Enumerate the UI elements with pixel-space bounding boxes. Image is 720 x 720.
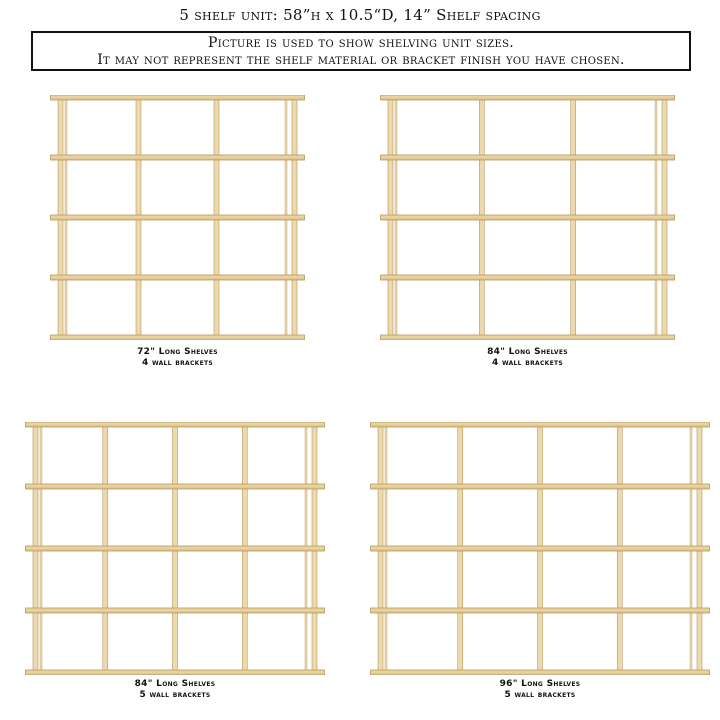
shelf-length-label: 84" Long Shelves	[487, 347, 568, 357]
unit-caption	[50, 347, 305, 369]
bracket-count-label: 4 wall brackets	[491, 358, 564, 368]
page-title: 5 shelf unit: 58”h x 10.5“D, 14” Shelf spacing	[179, 6, 541, 24]
bracket-count-label: 4 wall brackets	[141, 358, 214, 368]
shelving-unit-96-5-brackets	[370, 422, 710, 675]
unit-caption	[370, 679, 710, 701]
shelf-length-label: 72" Long Shelves	[137, 347, 218, 357]
unit-caption	[25, 679, 325, 701]
shelving-unit-72-4-brackets	[50, 95, 305, 340]
shelving-unit-84-5-brackets	[25, 422, 325, 675]
shelf-length-label: 96" Long Shelves	[499, 679, 581, 689]
disclaimer-line-2: It may not represent the shelf material or bracket finish you have chosen.	[97, 52, 625, 68]
shelf-length-label: 84" Long Shelves	[134, 679, 216, 689]
disclaimer-line-1: Picture is used to show shelving unit sizes.	[208, 35, 514, 51]
unit-caption	[380, 347, 675, 369]
bracket-count-label: 5 wall brackets	[504, 690, 576, 700]
shelving-unit-84-4-brackets	[380, 95, 675, 340]
disclaimer-box	[31, 31, 691, 71]
bracket-count-label: 5 wall brackets	[139, 690, 211, 700]
